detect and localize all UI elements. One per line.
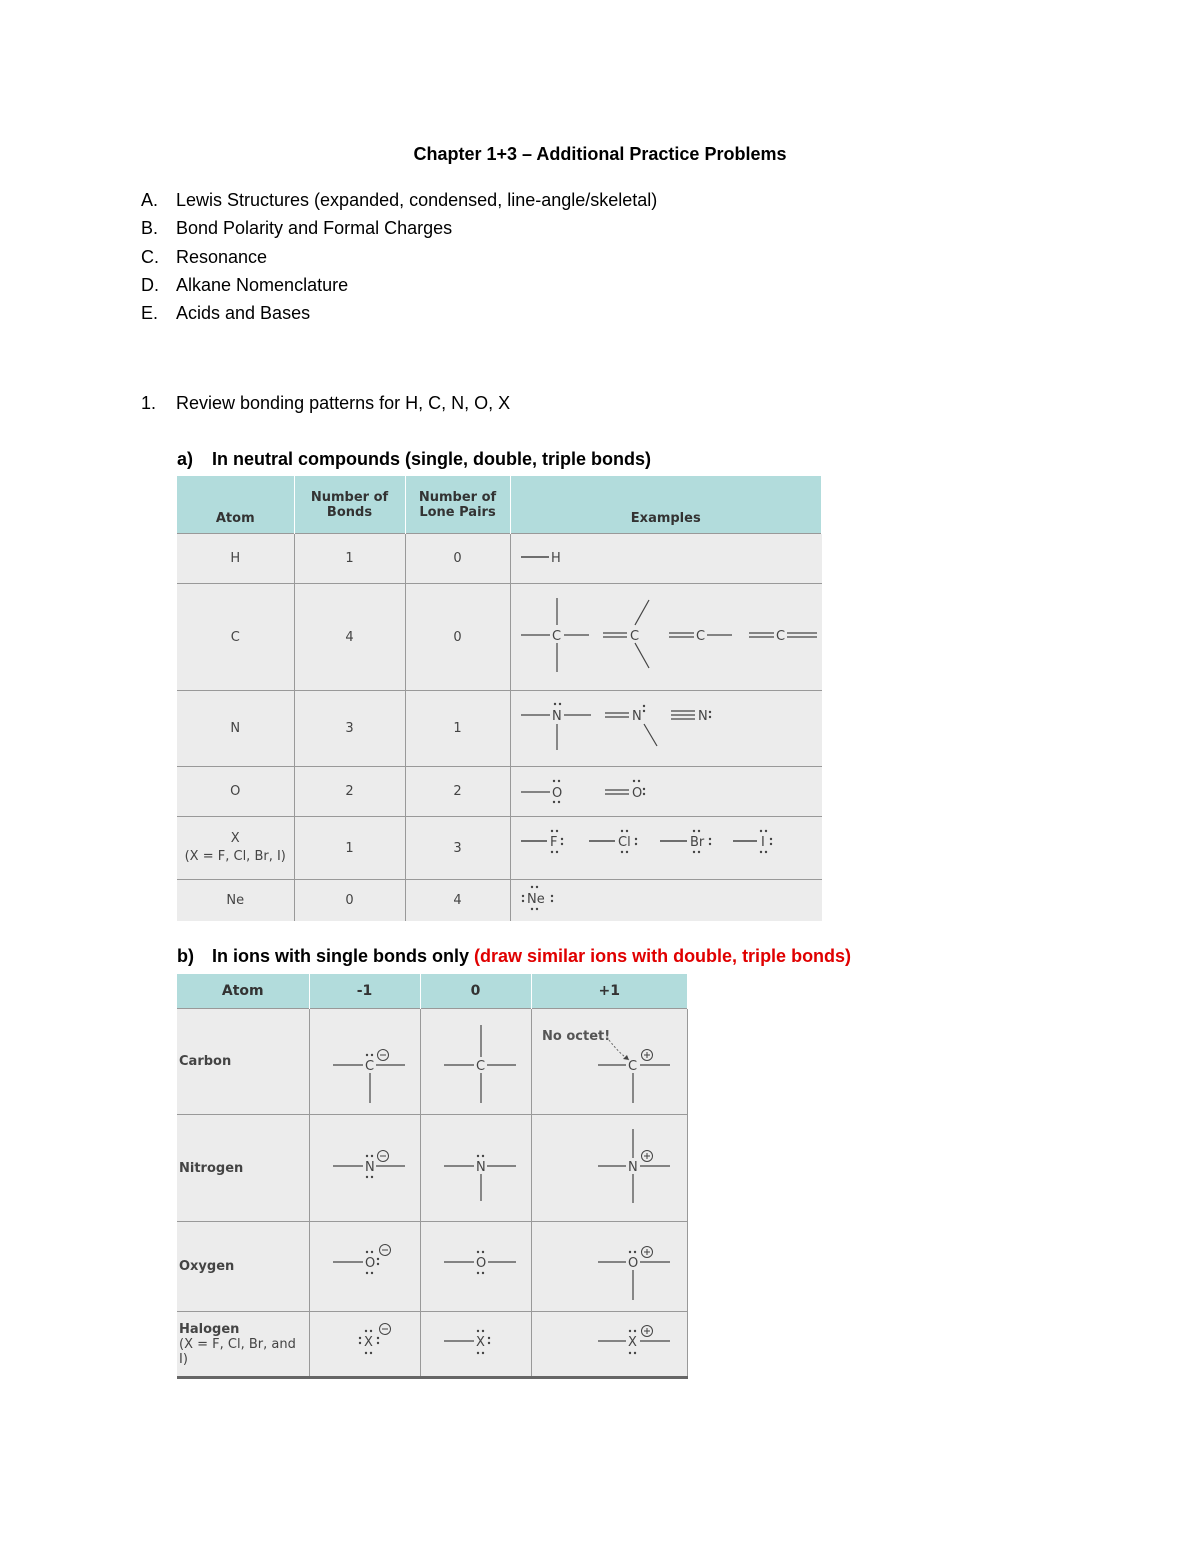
charge-plus-cell (531, 1115, 688, 1222)
bonds-cell: 3 (294, 691, 405, 767)
bonds-cell: 0 (294, 880, 405, 921)
outline-text: Acids and Bases (176, 303, 311, 324)
no-octet-annotation: No octet! (542, 1028, 611, 1044)
charge-minus-cell (309, 1115, 420, 1222)
svg-text:Br: Br (689, 835, 704, 850)
halogen-examples (517, 821, 822, 871)
table-row (177, 1222, 688, 1312)
halonium-structure (534, 1312, 684, 1372)
bonds-cell: 4 (294, 584, 405, 691)
svg-text:I: I (760, 835, 765, 850)
neutral-carbon-structure (426, 1015, 526, 1105)
svg-text:Ne: Ne (526, 892, 545, 908)
part-b-heading (177, 946, 851, 967)
neutral-nitrogen-structure (426, 1121, 526, 1211)
halide-anion-structure (315, 1312, 415, 1372)
outline-letter: C. (141, 246, 159, 267)
examples-cell (510, 584, 822, 691)
header-bonds: Number of Bonds (294, 476, 405, 534)
charge-zero-cell (420, 1115, 531, 1222)
examples-cell (510, 880, 822, 921)
part-b-text: In ions with single bonds only (212, 946, 470, 966)
lone-pairs-cell: 4 (405, 880, 510, 921)
svg-text:N: N (551, 708, 562, 724)
nitrogen-examples (517, 692, 822, 762)
header-minus-one: -1 (309, 974, 420, 1009)
table-row (177, 584, 822, 691)
outline-letter: B. (141, 218, 159, 239)
table-row (177, 767, 822, 817)
carbanion-structure (315, 1015, 415, 1105)
atom-cell: N (177, 691, 294, 767)
charge-plus-cell (531, 1009, 688, 1115)
outline-text: Resonance (176, 246, 268, 267)
svg-text:O: O (631, 785, 642, 801)
svg-text:O: O (628, 1255, 639, 1271)
ion-bonding-table (177, 974, 688, 1379)
svg-text:O: O (475, 1255, 486, 1271)
svg-text:X: X (628, 1335, 638, 1350)
row-label-note: (X = F, Cl, Br, and I) (179, 1336, 296, 1367)
carbocation-structure (534, 1015, 684, 1105)
table-row (177, 1009, 688, 1115)
neutral-halogen-structure (426, 1312, 526, 1372)
charge-plus-cell (531, 1222, 688, 1312)
charge-zero-cell (420, 1312, 531, 1378)
part-a-heading (177, 449, 651, 470)
row-label-text: Halogen (179, 1321, 240, 1337)
page-title: Chapter 1+3 – Additional Practice Problems (413, 144, 787, 164)
neon-example (517, 880, 822, 916)
table-row (177, 534, 822, 584)
neutral-oxygen-structure (426, 1225, 526, 1305)
svg-text:C: C (695, 629, 705, 644)
ammonium-structure (534, 1121, 684, 1211)
charge-zero-cell (420, 1222, 531, 1312)
atom-symbol: X (230, 831, 240, 846)
outline-letter: A. (141, 190, 159, 210)
oxonium-structure (534, 1225, 684, 1305)
row-label: Carbon (177, 1009, 309, 1115)
svg-text:C: C (364, 1058, 374, 1074)
nitrogen-anion-structure (315, 1121, 415, 1211)
table-row (177, 880, 822, 921)
oxide-anion-structure (315, 1225, 415, 1305)
header-plus-one: +1 (531, 974, 688, 1009)
outline-letter: E. (141, 303, 159, 324)
part-a-label: a) (177, 449, 194, 469)
question-text: Review bonding patterns for H, C, N, O, X (176, 393, 511, 413)
examples-cell (510, 817, 822, 880)
svg-text:N: N (364, 1160, 375, 1175)
charge-minus-cell (309, 1222, 420, 1312)
outline-letter: D. (141, 274, 159, 295)
part-b-label: b) (177, 946, 194, 966)
svg-text:N: N (628, 1160, 638, 1175)
charge-plus-cell (531, 1312, 688, 1378)
table-row (177, 691, 822, 767)
svg-text:X: X (475, 1335, 485, 1350)
question-number: 1. (141, 393, 157, 413)
part-a-text: In neutral compounds (single, double, triple bonds) (212, 449, 652, 469)
oxygen-examples (517, 770, 822, 810)
svg-text:X: X (363, 1335, 373, 1350)
examples-cell (510, 767, 822, 817)
table-row (177, 1312, 688, 1378)
atom-cell: Ne (177, 880, 294, 921)
carbon-examples (517, 590, 822, 680)
outline-text: Lewis Structures (expanded, condensed, line-angle/skeletal) (176, 190, 658, 210)
charge-minus-cell (309, 1009, 420, 1115)
charge-zero-cell (420, 1009, 531, 1115)
svg-text:O: O (364, 1255, 375, 1271)
atom-note: (X = F, Cl, Br, I) (184, 849, 286, 864)
table-header-row (177, 974, 688, 1009)
lone-pairs-cell: 2 (405, 767, 510, 817)
svg-text:C: C (475, 1058, 485, 1074)
bonds-cell: 2 (294, 767, 405, 817)
row-label: Oxygen (177, 1222, 309, 1312)
bonds-cell: 1 (294, 817, 405, 880)
table-row (177, 1115, 688, 1222)
header-zero: 0 (420, 974, 531, 1009)
svg-text:H: H (550, 550, 561, 566)
part-b-note: (draw similar ions with double, triple bonds) (474, 946, 852, 966)
examples-cell (510, 691, 822, 767)
table-row (177, 817, 822, 880)
svg-text:C: C (551, 629, 561, 644)
svg-text:F: F (549, 835, 557, 850)
table-header-row (177, 476, 822, 534)
atom-cell (177, 817, 294, 880)
svg-text:C: C (775, 629, 785, 644)
row-label (177, 1312, 309, 1378)
atom-cell: O (177, 767, 294, 817)
neutral-bonding-table (177, 476, 822, 921)
svg-text:C: C (628, 1058, 638, 1074)
header-atom: Atom (177, 974, 309, 1009)
header-atom: Atom (177, 476, 294, 534)
outline-text: Bond Polarity and Formal Charges (176, 218, 453, 239)
atom-cell: C (177, 584, 294, 691)
bonds-cell: 1 (294, 534, 405, 584)
lone-pairs-cell: 1 (405, 691, 510, 767)
examples-cell (510, 534, 822, 584)
header-lone-pairs: Number of Lone Pairs (405, 476, 510, 534)
atom-cell: H (177, 534, 294, 584)
svg-text:C: C (629, 629, 639, 644)
lone-pairs-cell: 3 (405, 817, 510, 880)
svg-text:N: N (631, 708, 642, 724)
svg-text:N: N (475, 1160, 486, 1175)
svg-text:N: N (697, 708, 708, 724)
header-examples: Examples (510, 476, 822, 534)
outline-text: Alkane Nomenclature (176, 274, 349, 295)
svg-text:O: O (551, 785, 562, 801)
row-label: Nitrogen (177, 1115, 309, 1222)
lone-pairs-cell: 0 (405, 534, 510, 584)
lone-pairs-cell: 0 (405, 584, 510, 691)
svg-text:Cl: Cl (617, 835, 631, 850)
charge-minus-cell (309, 1312, 420, 1378)
hydrogen-example (517, 542, 817, 572)
